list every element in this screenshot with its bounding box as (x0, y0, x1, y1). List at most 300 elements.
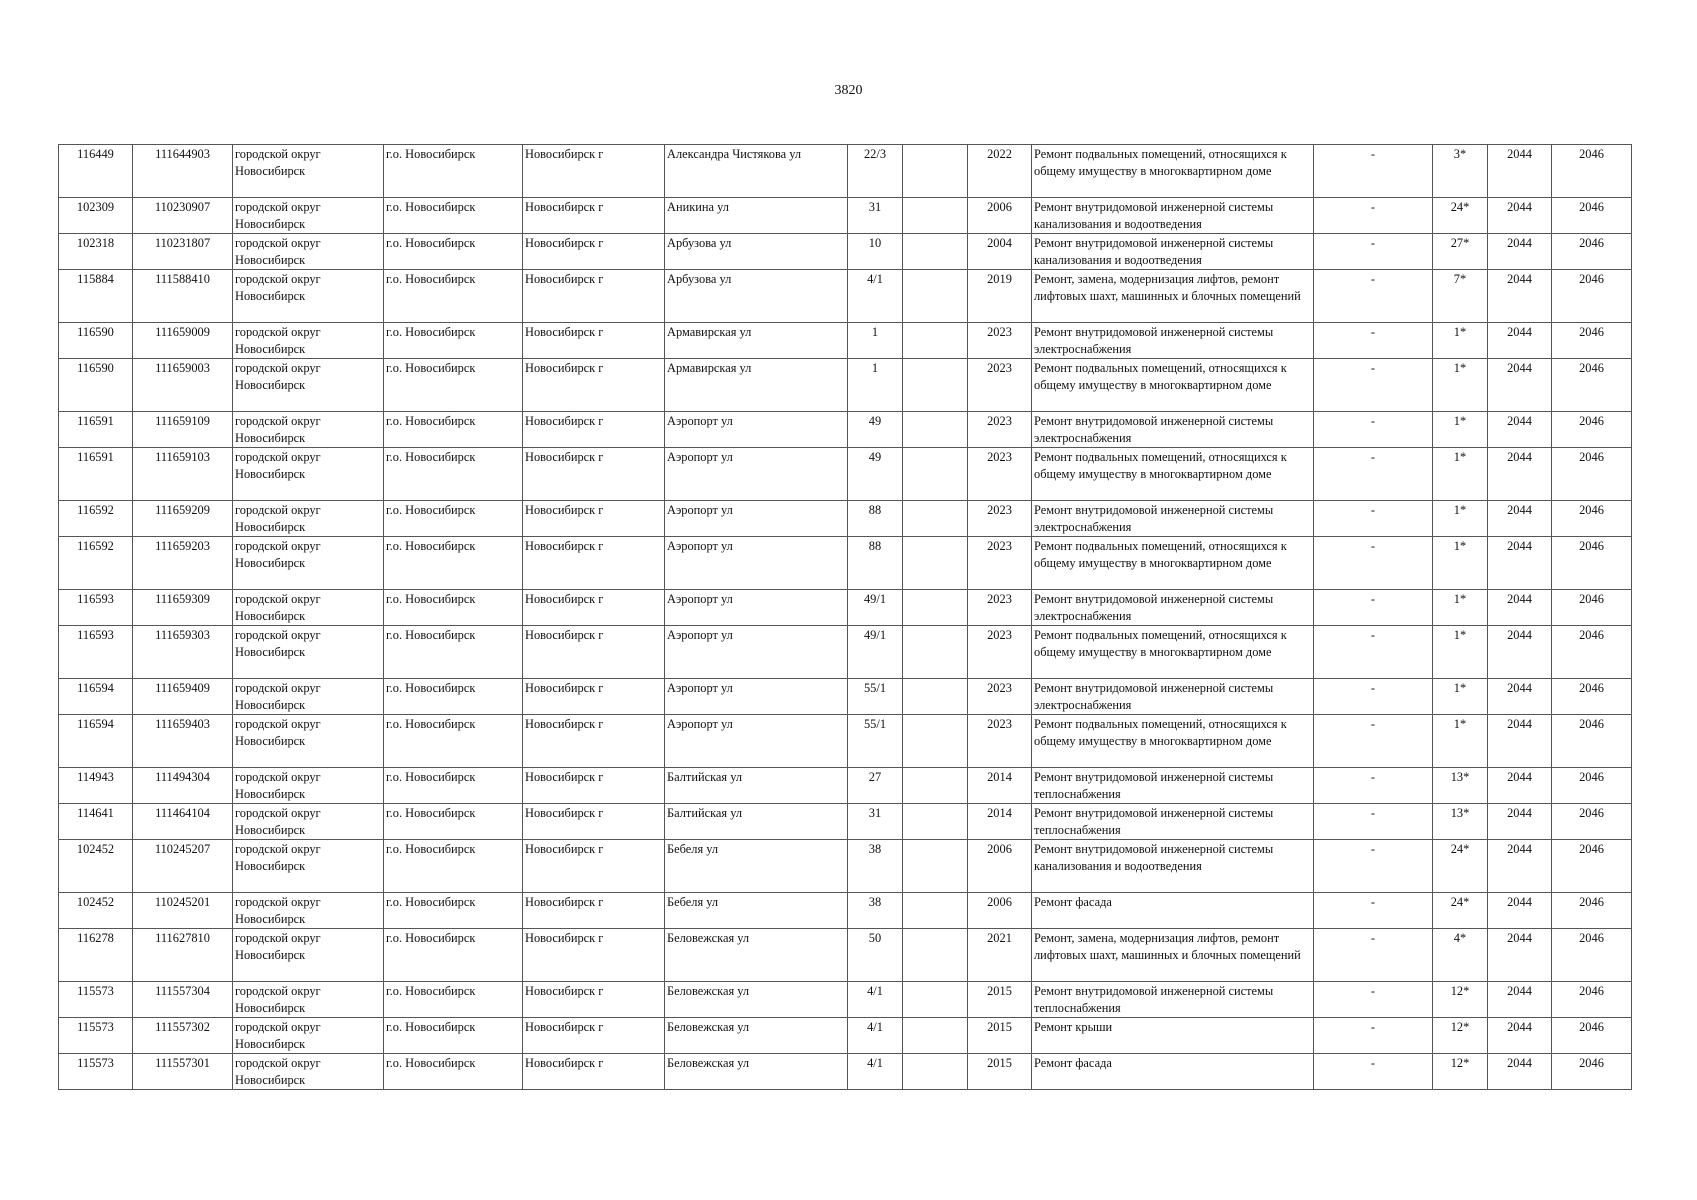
municipality-cell: городской округ Новосибирск (233, 270, 384, 323)
year-cell: 2023 (968, 590, 1032, 626)
house-cell: 49/1 (848, 626, 903, 679)
wear-cell: 13* (1433, 768, 1488, 804)
city-cell: Новосибирск г (523, 768, 665, 804)
municipality-cell: городской округ Новосибирск (233, 768, 384, 804)
street-cell: Аэропорт ул (665, 501, 848, 537)
start-year-cell: 2044 (1488, 234, 1552, 270)
start-year-cell: 2044 (1488, 198, 1552, 234)
city-cell: Новосибирск г (523, 982, 665, 1018)
street-cell: Аэропорт ул (665, 448, 848, 501)
district-cell: г.о. Новосибирск (384, 198, 523, 234)
work-type-cell: Ремонт внутридомовой инженерной системы теплоснабжения (1032, 982, 1314, 1018)
year-cell: 2023 (968, 537, 1032, 590)
street-cell: Аэропорт ул (665, 537, 848, 590)
wear-cell: 27* (1433, 234, 1488, 270)
dash-cell: - (1314, 501, 1433, 537)
city-cell: Новосибирск г (523, 198, 665, 234)
table-row (59, 893, 1632, 929)
house-cell: 38 (848, 893, 903, 929)
municipality-cell: городской округ Новосибирск (233, 840, 384, 893)
id-cell: 116593 (59, 626, 133, 679)
code-cell: 111659209 (133, 501, 233, 537)
year-cell: 2023 (968, 412, 1032, 448)
dash-cell: - (1314, 590, 1433, 626)
dash-cell: - (1314, 412, 1433, 448)
id-cell: 116590 (59, 359, 133, 412)
extra-cell (903, 982, 968, 1018)
table-row (59, 929, 1632, 982)
extra-cell (903, 448, 968, 501)
id-cell: 116590 (59, 323, 133, 359)
extra-cell (903, 768, 968, 804)
house-cell: 49 (848, 412, 903, 448)
dash-cell: - (1314, 715, 1433, 768)
id-cell: 116591 (59, 412, 133, 448)
start-year-cell: 2044 (1488, 270, 1552, 323)
street-cell: Беловежская ул (665, 1054, 848, 1090)
table-row (59, 145, 1632, 198)
work-type-cell: Ремонт крыши (1032, 1018, 1314, 1054)
end-year-cell: 2046 (1552, 626, 1632, 679)
district-cell: г.о. Новосибирск (384, 359, 523, 412)
work-type-cell: Ремонт подвальных помещений, относящихся к общему имуществу в многоквартирном доме (1032, 715, 1314, 768)
end-year-cell: 2046 (1552, 840, 1632, 893)
table-row (59, 537, 1632, 590)
end-year-cell: 2046 (1552, 198, 1632, 234)
municipality-cell: городской округ Новосибирск (233, 501, 384, 537)
municipality-cell: городской округ Новосибирск (233, 679, 384, 715)
year-cell: 2006 (968, 198, 1032, 234)
year-cell: 2004 (968, 234, 1032, 270)
street-cell: Балтийская ул (665, 768, 848, 804)
house-cell: 55/1 (848, 679, 903, 715)
start-year-cell: 2044 (1488, 412, 1552, 448)
house-cell: 4/1 (848, 1054, 903, 1090)
city-cell: Новосибирск г (523, 412, 665, 448)
extra-cell (903, 323, 968, 359)
end-year-cell: 2046 (1552, 145, 1632, 198)
code-cell: 110230907 (133, 198, 233, 234)
code-cell: 110245207 (133, 840, 233, 893)
wear-cell: 1* (1433, 359, 1488, 412)
work-type-cell: Ремонт внутридомовой инженерной системы электроснабжения (1032, 679, 1314, 715)
year-cell: 2021 (968, 929, 1032, 982)
work-type-cell: Ремонт внутридомовой инженерной системы канализования и водоотведения (1032, 198, 1314, 234)
page-number: 3820 (834, 83, 863, 98)
table-row (59, 448, 1632, 501)
city-cell: Новосибирск г (523, 323, 665, 359)
start-year-cell: 2044 (1488, 768, 1552, 804)
table-body (59, 145, 1632, 1090)
wear-cell: 24* (1433, 198, 1488, 234)
work-type-cell: Ремонт внутридомовой инженерной системы теплоснабжения (1032, 768, 1314, 804)
extra-cell (903, 626, 968, 679)
id-cell: 102452 (59, 840, 133, 893)
work-type-cell: Ремонт, замена, модернизация лифтов, ремонт лифтовых шахт, машинных и блочных помещений (1032, 270, 1314, 323)
id-cell: 116593 (59, 590, 133, 626)
city-cell: Новосибирск г (523, 234, 665, 270)
municipality-cell: городской округ Новосибирск (233, 1054, 384, 1090)
end-year-cell: 2046 (1552, 412, 1632, 448)
year-cell: 2014 (968, 804, 1032, 840)
work-type-cell: Ремонт подвальных помещений, относящихся к общему имуществу в многоквартирном доме (1032, 448, 1314, 501)
year-cell: 2019 (968, 270, 1032, 323)
house-cell: 88 (848, 537, 903, 590)
code-cell: 110245201 (133, 893, 233, 929)
start-year-cell: 2044 (1488, 1054, 1552, 1090)
start-year-cell: 2044 (1488, 537, 1552, 590)
city-cell: Новосибирск г (523, 590, 665, 626)
year-cell: 2006 (968, 893, 1032, 929)
start-year-cell: 2044 (1488, 715, 1552, 768)
end-year-cell: 2046 (1552, 448, 1632, 501)
extra-cell (903, 715, 968, 768)
table-row (59, 840, 1632, 893)
end-year-cell: 2046 (1552, 929, 1632, 982)
id-cell: 114943 (59, 768, 133, 804)
code-cell: 111644903 (133, 145, 233, 198)
code-cell: 111659109 (133, 412, 233, 448)
city-cell: Новосибирск г (523, 626, 665, 679)
code-cell: 111494304 (133, 768, 233, 804)
work-type-cell: Ремонт внутридомовой инженерной системы теплоснабжения (1032, 804, 1314, 840)
house-cell: 1 (848, 359, 903, 412)
work-type-cell: Ремонт подвальных помещений, относящихся к общему имуществу в многоквартирном доме (1032, 359, 1314, 412)
work-type-cell: Ремонт внутридомовой инженерной системы канализования и водоотведения (1032, 234, 1314, 270)
house-cell: 10 (848, 234, 903, 270)
code-cell: 111557302 (133, 1018, 233, 1054)
table-row (59, 323, 1632, 359)
end-year-cell: 2046 (1552, 234, 1632, 270)
house-cell: 1 (848, 323, 903, 359)
wear-cell: 24* (1433, 840, 1488, 893)
id-cell: 116591 (59, 448, 133, 501)
id-cell: 116449 (59, 145, 133, 198)
end-year-cell: 2046 (1552, 804, 1632, 840)
table-row (59, 679, 1632, 715)
district-cell: г.о. Новосибирск (384, 804, 523, 840)
street-cell: Аэропорт ул (665, 679, 848, 715)
dash-cell: - (1314, 768, 1433, 804)
code-cell: 111659003 (133, 359, 233, 412)
extra-cell (903, 501, 968, 537)
dash-cell: - (1314, 1054, 1433, 1090)
code-cell: 111659403 (133, 715, 233, 768)
wear-cell: 1* (1433, 448, 1488, 501)
street-cell: Армавирская ул (665, 323, 848, 359)
table-row (59, 234, 1632, 270)
code-cell: 111659303 (133, 626, 233, 679)
district-cell: г.о. Новосибирск (384, 715, 523, 768)
house-cell: 4/1 (848, 982, 903, 1018)
year-cell: 2023 (968, 679, 1032, 715)
district-cell: г.о. Новосибирск (384, 626, 523, 679)
city-cell: Новосибирск г (523, 1054, 665, 1090)
district-cell: г.о. Новосибирск (384, 768, 523, 804)
dash-cell: - (1314, 804, 1433, 840)
wear-cell: 1* (1433, 715, 1488, 768)
work-type-cell: Ремонт подвальных помещений, относящихся к общему имуществу в многоквартирном доме (1032, 145, 1314, 198)
extra-cell (903, 145, 968, 198)
table-row (59, 626, 1632, 679)
street-cell: Беловежская ул (665, 929, 848, 982)
wear-cell: 1* (1433, 590, 1488, 626)
wear-cell: 1* (1433, 537, 1488, 590)
code-cell: 110231807 (133, 234, 233, 270)
district-cell: г.о. Новосибирск (384, 840, 523, 893)
city-cell: Новосибирск г (523, 145, 665, 198)
year-cell: 2014 (968, 768, 1032, 804)
id-cell: 114641 (59, 804, 133, 840)
street-cell: Аэропорт ул (665, 590, 848, 626)
start-year-cell: 2044 (1488, 590, 1552, 626)
year-cell: 2023 (968, 626, 1032, 679)
id-cell: 116592 (59, 501, 133, 537)
start-year-cell: 2044 (1488, 626, 1552, 679)
house-cell: 55/1 (848, 715, 903, 768)
district-cell: г.о. Новосибирск (384, 270, 523, 323)
municipality-cell: городской округ Новосибирск (233, 626, 384, 679)
start-year-cell: 2044 (1488, 804, 1552, 840)
municipality-cell: городской округ Новосибирск (233, 145, 384, 198)
end-year-cell: 2046 (1552, 501, 1632, 537)
wear-cell: 12* (1433, 1018, 1488, 1054)
municipality-cell: городской округ Новосибирск (233, 715, 384, 768)
table-row (59, 359, 1632, 412)
district-cell: г.о. Новосибирск (384, 679, 523, 715)
work-type-cell: Ремонт внутридомовой инженерной системы электроснабжения (1032, 323, 1314, 359)
district-cell: г.о. Новосибирск (384, 234, 523, 270)
table-row (59, 768, 1632, 804)
extra-cell (903, 270, 968, 323)
end-year-cell: 2046 (1552, 323, 1632, 359)
municipality-cell: городской округ Новосибирск (233, 198, 384, 234)
id-cell: 115573 (59, 982, 133, 1018)
extra-cell (903, 929, 968, 982)
municipality-cell: городской округ Новосибирск (233, 982, 384, 1018)
city-cell: Новосибирск г (523, 270, 665, 323)
district-cell: г.о. Новосибирск (384, 412, 523, 448)
year-cell: 2023 (968, 448, 1032, 501)
start-year-cell: 2044 (1488, 929, 1552, 982)
extra-cell (903, 359, 968, 412)
work-type-cell: Ремонт, замена, модернизация лифтов, ремонт лифтовых шахт, машинных и блочных помещений (1032, 929, 1314, 982)
end-year-cell: 2046 (1552, 590, 1632, 626)
id-cell: 116594 (59, 679, 133, 715)
code-cell: 111557304 (133, 982, 233, 1018)
end-year-cell: 2046 (1552, 537, 1632, 590)
id-cell: 115884 (59, 270, 133, 323)
work-type-cell: Ремонт внутридомовой инженерной системы электроснабжения (1032, 412, 1314, 448)
city-cell: Новосибирск г (523, 893, 665, 929)
end-year-cell: 2046 (1552, 768, 1632, 804)
wear-cell: 1* (1433, 501, 1488, 537)
wear-cell: 3* (1433, 145, 1488, 198)
street-cell: Аэропорт ул (665, 626, 848, 679)
start-year-cell: 2044 (1488, 840, 1552, 893)
year-cell: 2022 (968, 145, 1032, 198)
district-cell: г.о. Новосибирск (384, 1018, 523, 1054)
municipality-cell: городской округ Новосибирск (233, 537, 384, 590)
dash-cell: - (1314, 893, 1433, 929)
work-type-cell: Ремонт внутридомовой инженерной системы электроснабжения (1032, 590, 1314, 626)
year-cell: 2023 (968, 501, 1032, 537)
id-cell: 115573 (59, 1018, 133, 1054)
municipality-cell: городской округ Новосибирск (233, 323, 384, 359)
district-cell: г.о. Новосибирск (384, 982, 523, 1018)
dash-cell: - (1314, 198, 1433, 234)
year-cell: 2015 (968, 1054, 1032, 1090)
municipality-cell: городской округ Новосибирск (233, 359, 384, 412)
district-cell: г.о. Новосибирск (384, 1054, 523, 1090)
extra-cell (903, 1018, 968, 1054)
street-cell: Бебеля ул (665, 893, 848, 929)
id-cell: 102309 (59, 198, 133, 234)
district-cell: г.о. Новосибирск (384, 929, 523, 982)
house-cell: 31 (848, 804, 903, 840)
start-year-cell: 2044 (1488, 501, 1552, 537)
city-cell: Новосибирск г (523, 840, 665, 893)
work-type-cell: Ремонт фасада (1032, 893, 1314, 929)
house-cell: 49 (848, 448, 903, 501)
capital-repair-table (58, 144, 1632, 1090)
municipality-cell: городской округ Новосибирск (233, 893, 384, 929)
start-year-cell: 2044 (1488, 1018, 1552, 1054)
code-cell: 111464104 (133, 804, 233, 840)
wear-cell: 12* (1433, 1054, 1488, 1090)
end-year-cell: 2046 (1552, 1018, 1632, 1054)
code-cell: 111557301 (133, 1054, 233, 1090)
work-type-cell: Ремонт подвальных помещений, относящихся к общему имуществу в многоквартирном доме (1032, 626, 1314, 679)
year-cell: 2015 (968, 1018, 1032, 1054)
dash-cell: - (1314, 145, 1433, 198)
house-cell: 22/3 (848, 145, 903, 198)
id-cell: 116278 (59, 929, 133, 982)
wear-cell: 12* (1433, 982, 1488, 1018)
start-year-cell: 2044 (1488, 359, 1552, 412)
work-type-cell: Ремонт внутридомовой инженерной системы электроснабжения (1032, 501, 1314, 537)
id-cell: 115573 (59, 1054, 133, 1090)
extra-cell (903, 679, 968, 715)
street-cell: Аэропорт ул (665, 412, 848, 448)
work-type-cell: Ремонт внутридомовой инженерной системы канализования и водоотведения (1032, 840, 1314, 893)
street-cell: Балтийская ул (665, 804, 848, 840)
extra-cell (903, 804, 968, 840)
district-cell: г.о. Новосибирск (384, 501, 523, 537)
code-cell: 111659309 (133, 590, 233, 626)
code-cell: 111659009 (133, 323, 233, 359)
end-year-cell: 2046 (1552, 982, 1632, 1018)
code-cell: 111659103 (133, 448, 233, 501)
dash-cell: - (1314, 982, 1433, 1018)
extra-cell (903, 1054, 968, 1090)
end-year-cell: 2046 (1552, 270, 1632, 323)
city-cell: Новосибирск г (523, 501, 665, 537)
district-cell: г.о. Новосибирск (384, 145, 523, 198)
wear-cell: 1* (1433, 626, 1488, 679)
end-year-cell: 2046 (1552, 359, 1632, 412)
code-cell: 111659409 (133, 679, 233, 715)
table-row (59, 590, 1632, 626)
year-cell: 2015 (968, 982, 1032, 1018)
extra-cell (903, 412, 968, 448)
wear-cell: 13* (1433, 804, 1488, 840)
district-cell: г.о. Новосибирск (384, 323, 523, 359)
year-cell: 2023 (968, 323, 1032, 359)
id-cell: 116592 (59, 537, 133, 590)
end-year-cell: 2046 (1552, 1054, 1632, 1090)
code-cell: 111627810 (133, 929, 233, 982)
year-cell: 2006 (968, 840, 1032, 893)
start-year-cell: 2044 (1488, 679, 1552, 715)
municipality-cell: городской округ Новосибирск (233, 1018, 384, 1054)
wear-cell: 1* (1433, 323, 1488, 359)
start-year-cell: 2044 (1488, 323, 1552, 359)
city-cell: Новосибирск г (523, 1018, 665, 1054)
municipality-cell: городской округ Новосибирск (233, 929, 384, 982)
house-cell: 4/1 (848, 270, 903, 323)
year-cell: 2023 (968, 359, 1032, 412)
district-cell: г.о. Новосибирск (384, 537, 523, 590)
dash-cell: - (1314, 840, 1433, 893)
extra-cell (903, 537, 968, 590)
house-cell: 31 (848, 198, 903, 234)
extra-cell (903, 590, 968, 626)
dash-cell: - (1314, 679, 1433, 715)
start-year-cell: 2044 (1488, 893, 1552, 929)
street-cell: Арбузова ул (665, 270, 848, 323)
dash-cell: - (1314, 537, 1433, 590)
district-cell: г.о. Новосибирск (384, 893, 523, 929)
wear-cell: 1* (1433, 412, 1488, 448)
municipality-cell: городской округ Новосибирск (233, 412, 384, 448)
id-cell: 116594 (59, 715, 133, 768)
city-cell: Новосибирск г (523, 359, 665, 412)
municipality-cell: городской округ Новосибирск (233, 234, 384, 270)
house-cell: 38 (848, 840, 903, 893)
street-cell: Аникина ул (665, 198, 848, 234)
dash-cell: - (1314, 626, 1433, 679)
end-year-cell: 2046 (1552, 715, 1632, 768)
code-cell: 111588410 (133, 270, 233, 323)
municipality-cell: городской округ Новосибирск (233, 804, 384, 840)
house-cell: 50 (848, 929, 903, 982)
house-cell: 88 (848, 501, 903, 537)
table-row (59, 1018, 1632, 1054)
table-row (59, 501, 1632, 537)
district-cell: г.о. Новосибирск (384, 448, 523, 501)
start-year-cell: 2044 (1488, 982, 1552, 1018)
extra-cell (903, 893, 968, 929)
table-row (59, 982, 1632, 1018)
dash-cell: - (1314, 929, 1433, 982)
dash-cell: - (1314, 323, 1433, 359)
work-type-cell: Ремонт фасада (1032, 1054, 1314, 1090)
dash-cell: - (1314, 448, 1433, 501)
extra-cell (903, 234, 968, 270)
street-cell: Аэропорт ул (665, 715, 848, 768)
wear-cell: 1* (1433, 679, 1488, 715)
table-row (59, 270, 1632, 323)
city-cell: Новосибирск г (523, 448, 665, 501)
street-cell: Александра Чистякова ул (665, 145, 848, 198)
city-cell: Новосибирск г (523, 537, 665, 590)
year-cell: 2023 (968, 715, 1032, 768)
extra-cell (903, 198, 968, 234)
extra-cell (903, 840, 968, 893)
city-cell: Новосибирск г (523, 679, 665, 715)
work-type-cell: Ремонт подвальных помещений, относящихся к общему имуществу в многоквартирном доме (1032, 537, 1314, 590)
